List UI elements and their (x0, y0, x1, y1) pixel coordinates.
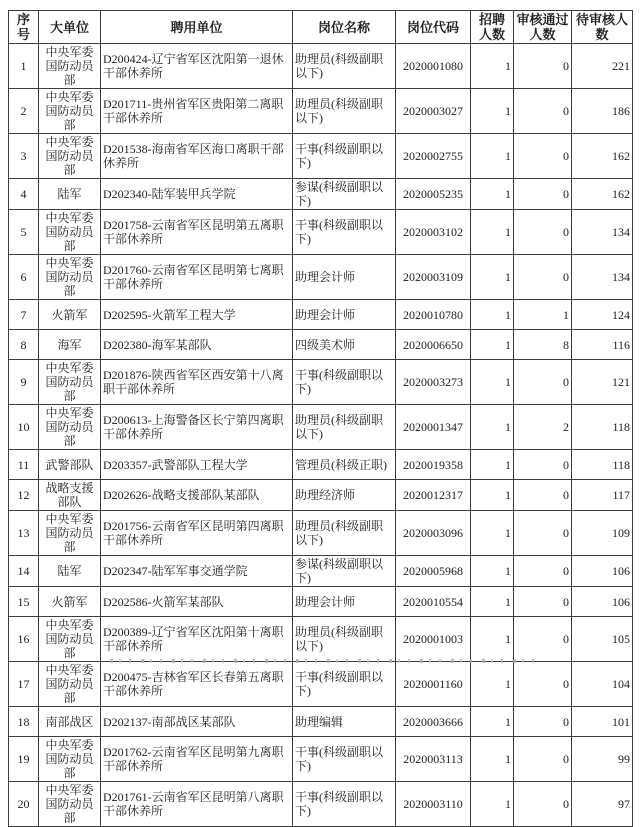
cell-recruit-count: 1 (471, 662, 514, 707)
cell-employer: D200424-辽宁省军区沈阳第一退休干部休养所 (101, 44, 293, 89)
cell-major-unit: 武警部队 (39, 450, 101, 480)
cell-pending-count: 106 (572, 587, 633, 617)
cell-position-name: 干事(科级副职以下) (293, 134, 396, 179)
cell-position-code: 2020002755 (396, 134, 471, 179)
cell-major-unit: 中央军委国防动员部 (39, 662, 101, 707)
cell-pending-count: 162 (572, 179, 633, 210)
cell-index: 17 (9, 662, 39, 707)
cell-approved-count: 0 (514, 255, 572, 300)
cell-approved-count: 0 (514, 617, 572, 662)
cell-approved-count: 8 (514, 330, 572, 360)
table-row (9, 587, 633, 617)
cell-position-name: 助理员(科级副职以下) (293, 44, 396, 89)
cell-recruit-count: 1 (471, 405, 514, 450)
cell-recruit-count: 1 (471, 556, 514, 587)
cell-position-name: 干事(科级副职以下) (293, 662, 396, 707)
table-body (9, 44, 633, 827)
cell-position-name: 助理员(科级副职以下) (293, 617, 396, 662)
cell-employer: D200389-辽宁省军区沈阳第十离职干部休养所 (101, 617, 293, 662)
cell-position-name: 管理员(科级正职) (293, 450, 396, 480)
cell-position-code: 2020003110 (396, 782, 471, 827)
cell-approved-count: 0 (514, 707, 572, 737)
cell-employer: D203357-武警部队工程大学 (101, 450, 293, 480)
cell-employer: D201760-云南省军区昆明第七离职干部休养所 (101, 255, 293, 300)
cell-position-code: 2020003027 (396, 89, 471, 134)
table-row (9, 662, 633, 707)
table-row (9, 405, 633, 450)
cell-employer: D201758-云南省军区昆明第五离职干部休养所 (101, 210, 293, 255)
cell-index: 10 (9, 405, 39, 450)
table-row (9, 480, 633, 511)
table-row (9, 737, 633, 782)
cell-position-code: 2020006650 (396, 330, 471, 360)
cell-position-code: 2020003102 (396, 210, 471, 255)
cell-major-unit: 中央军委国防动员部 (39, 405, 101, 450)
table-row (9, 134, 633, 179)
cell-position-code: 2020012317 (396, 480, 471, 511)
cell-position-name: 参谋(科级副职以下) (293, 179, 396, 210)
table-row (9, 617, 633, 662)
cell-index: 4 (9, 179, 39, 210)
cell-approved-count: 0 (514, 782, 572, 827)
cell-position-code: 2020010554 (396, 587, 471, 617)
cell-position-code: 2020003273 (396, 360, 471, 405)
cell-index: 5 (9, 210, 39, 255)
cell-approved-count: 1 (514, 300, 572, 330)
cell-position-code: 2020001160 (396, 662, 471, 707)
cell-index: 18 (9, 707, 39, 737)
cell-recruit-count: 1 (471, 179, 514, 210)
cell-employer: D202586-火箭军某部队 (101, 587, 293, 617)
cell-position-code: 2020005968 (396, 556, 471, 587)
cell-position-name: 参谋(科级副职以下) (293, 556, 396, 587)
cell-major-unit: 中央军委国防动员部 (39, 89, 101, 134)
cutoff-caption-fragment (110, 659, 540, 663)
cell-recruit-count: 1 (471, 480, 514, 511)
table-row (9, 360, 633, 405)
cell-index: 11 (9, 450, 39, 480)
cell-approved-count: 0 (514, 662, 572, 707)
cell-position-code: 2020010780 (396, 300, 471, 330)
cell-approved-count: 0 (514, 737, 572, 782)
cell-position-name: 干事(科级副职以下) (293, 782, 396, 827)
cell-major-unit: 中央军委国防动员部 (39, 737, 101, 782)
cell-recruit-count: 1 (471, 134, 514, 179)
cell-recruit-count: 1 (471, 450, 514, 480)
cell-position-name: 干事(科级副职以下) (293, 737, 396, 782)
cell-approved-count: 0 (514, 587, 572, 617)
cell-employer: D201762-云南省军区昆明第九离职干部休养所 (101, 737, 293, 782)
cell-index: 13 (9, 511, 39, 556)
cell-major-unit: 中央军委国防动员部 (39, 617, 101, 662)
cell-index: 1 (9, 44, 39, 89)
table-row (9, 89, 633, 134)
col-header-approved-count: 审核通过人数 (514, 11, 572, 44)
cell-position-code: 2020001080 (396, 44, 471, 89)
cell-approved-count: 0 (514, 210, 572, 255)
cell-pending-count: 118 (572, 405, 633, 450)
cell-index: 8 (9, 330, 39, 360)
cell-pending-count: 99 (572, 737, 633, 782)
cell-recruit-count: 1 (471, 782, 514, 827)
cell-recruit-count: 1 (471, 360, 514, 405)
cell-major-unit: 中央军委国防动员部 (39, 44, 101, 89)
cell-approved-count: 0 (514, 360, 572, 405)
cell-recruit-count: 1 (471, 587, 514, 617)
cell-approved-count: 0 (514, 480, 572, 511)
cell-position-code: 2020001003 (396, 617, 471, 662)
cell-employer: D202595-火箭军工程大学 (101, 300, 293, 330)
cell-approved-count: 0 (514, 556, 572, 587)
table-row (9, 450, 633, 480)
cell-recruit-count: 1 (471, 44, 514, 89)
cell-employer: D200613-上海警备区长宁第四离职干部休养所 (101, 405, 293, 450)
table-row (9, 255, 633, 300)
cell-approved-count: 0 (514, 44, 572, 89)
cell-position-code: 2020019358 (396, 450, 471, 480)
cell-pending-count: 221 (572, 44, 633, 89)
cell-approved-count: 0 (514, 450, 572, 480)
col-header-pending-count: 待审核人数 (572, 11, 633, 44)
cell-index: 16 (9, 617, 39, 662)
cell-position-name: 助理员(科级副职以下) (293, 511, 396, 556)
cell-employer: D201756-云南省军区昆明第四离职干部休养所 (101, 511, 293, 556)
cell-pending-count: 104 (572, 662, 633, 707)
cell-recruit-count: 1 (471, 511, 514, 556)
cell-position-name: 助理会计师 (293, 255, 396, 300)
cell-employer: D201761-云南省军区昆明第八离职干部休养所 (101, 782, 293, 827)
cell-pending-count: 105 (572, 617, 633, 662)
col-header-position-name: 岗位名称 (293, 11, 396, 44)
cell-major-unit: 中央军委国防动员部 (39, 511, 101, 556)
cell-position-name: 干事(科级副职以下) (293, 210, 396, 255)
col-header-recruit-count: 招聘人数 (471, 11, 514, 44)
cell-recruit-count: 1 (471, 255, 514, 300)
cell-major-unit: 中央军委国防动员部 (39, 360, 101, 405)
table-row (9, 210, 633, 255)
cell-index: 15 (9, 587, 39, 617)
cell-index: 2 (9, 89, 39, 134)
header-row (9, 11, 633, 44)
cell-recruit-count: 1 (471, 89, 514, 134)
cell-major-unit: 海军 (39, 330, 101, 360)
cell-index: 19 (9, 737, 39, 782)
cell-position-name: 助理员(科级副职以下) (293, 405, 396, 450)
cell-employer: D202340-陆军装甲兵学院 (101, 179, 293, 210)
col-header-major-unit: 大单位 (39, 11, 101, 44)
cell-index: 3 (9, 134, 39, 179)
table-row (9, 556, 633, 587)
cell-major-unit: 中央军委国防动员部 (39, 782, 101, 827)
table-row (9, 44, 633, 89)
cell-recruit-count: 1 (471, 707, 514, 737)
cell-index: 7 (9, 300, 39, 330)
cell-pending-count: 106 (572, 556, 633, 587)
cell-index: 20 (9, 782, 39, 827)
cell-employer: D201538-海南省军区海口离职干部休养所 (101, 134, 293, 179)
cell-employer: D202137-南部战区某部队 (101, 707, 293, 737)
cell-major-unit: 中央军委国防动员部 (39, 255, 101, 300)
cell-pending-count: 109 (572, 511, 633, 556)
cell-pending-count: 117 (572, 480, 633, 511)
cell-pending-count: 124 (572, 300, 633, 330)
cell-position-code: 2020001347 (396, 405, 471, 450)
cell-recruit-count: 1 (471, 300, 514, 330)
table-row (9, 300, 633, 330)
table-row (9, 511, 633, 556)
cell-position-code: 2020003109 (396, 255, 471, 300)
cell-approved-count: 2 (514, 405, 572, 450)
cell-position-name: 四级美术师 (293, 330, 396, 360)
cell-pending-count: 118 (572, 450, 633, 480)
col-header-position-code: 岗位代码 (396, 11, 471, 44)
cell-pending-count: 121 (572, 360, 633, 405)
cell-position-name: 助理员(科级副职以下) (293, 89, 396, 134)
cell-recruit-count: 1 (471, 330, 514, 360)
cell-employer: D202380-海军某部队 (101, 330, 293, 360)
table-row (9, 330, 633, 360)
cell-pending-count: 134 (572, 210, 633, 255)
table-row (9, 179, 633, 210)
cell-pending-count: 101 (572, 707, 633, 737)
cell-position-code: 2020003113 (396, 737, 471, 782)
col-header-index: 序号 (9, 11, 39, 44)
cell-employer: D202626-战略支援部队某部队 (101, 480, 293, 511)
cell-major-unit: 中央军委国防动员部 (39, 134, 101, 179)
cell-recruit-count: 1 (471, 210, 514, 255)
cell-employer: D201711-贵州省军区贵阳第二离职干部休养所 (101, 89, 293, 134)
cell-major-unit: 火箭军 (39, 587, 101, 617)
table-row (9, 707, 633, 737)
cell-position-code: 2020003096 (396, 511, 471, 556)
cell-index: 6 (9, 255, 39, 300)
cell-major-unit: 陆军 (39, 179, 101, 210)
recruitment-table (8, 10, 633, 827)
cell-position-code: 2020005235 (396, 179, 471, 210)
cell-major-unit: 南部战区 (39, 707, 101, 737)
cell-index: 14 (9, 556, 39, 587)
cell-major-unit: 中央军委国防动员部 (39, 210, 101, 255)
table-header (9, 11, 633, 44)
cell-employer: D200475-吉林省军区长春第五离职干部休养所 (101, 662, 293, 707)
cell-approved-count: 0 (514, 89, 572, 134)
cell-position-name: 助理会计师 (293, 587, 396, 617)
cell-employer: D202347-陆军军事交通学院 (101, 556, 293, 587)
cell-pending-count: 97 (572, 782, 633, 827)
cell-major-unit: 陆军 (39, 556, 101, 587)
cell-major-unit: 战略支援部队 (39, 480, 101, 511)
cell-index: 12 (9, 480, 39, 511)
cell-position-code: 2020003666 (396, 707, 471, 737)
cell-major-unit: 火箭军 (39, 300, 101, 330)
cell-approved-count: 0 (514, 179, 572, 210)
cell-index: 9 (9, 360, 39, 405)
table-row (9, 782, 633, 827)
cell-position-name: 干事(科级副职以下) (293, 360, 396, 405)
cell-pending-count: 162 (572, 134, 633, 179)
cell-approved-count: 0 (514, 511, 572, 556)
cell-position-name: 助理编辑 (293, 707, 396, 737)
cell-pending-count: 116 (572, 330, 633, 360)
cell-pending-count: 134 (572, 255, 633, 300)
col-header-employer: 聘用单位 (101, 11, 293, 44)
cell-position-name: 助理经济师 (293, 480, 396, 511)
cell-employer: D201876-陕西省军区西安第十八离职干部休养所 (101, 360, 293, 405)
cell-pending-count: 186 (572, 89, 633, 134)
cell-recruit-count: 1 (471, 737, 514, 782)
cell-recruit-count: 1 (471, 617, 514, 662)
cell-position-name: 助理会计师 (293, 300, 396, 330)
cell-approved-count: 0 (514, 134, 572, 179)
